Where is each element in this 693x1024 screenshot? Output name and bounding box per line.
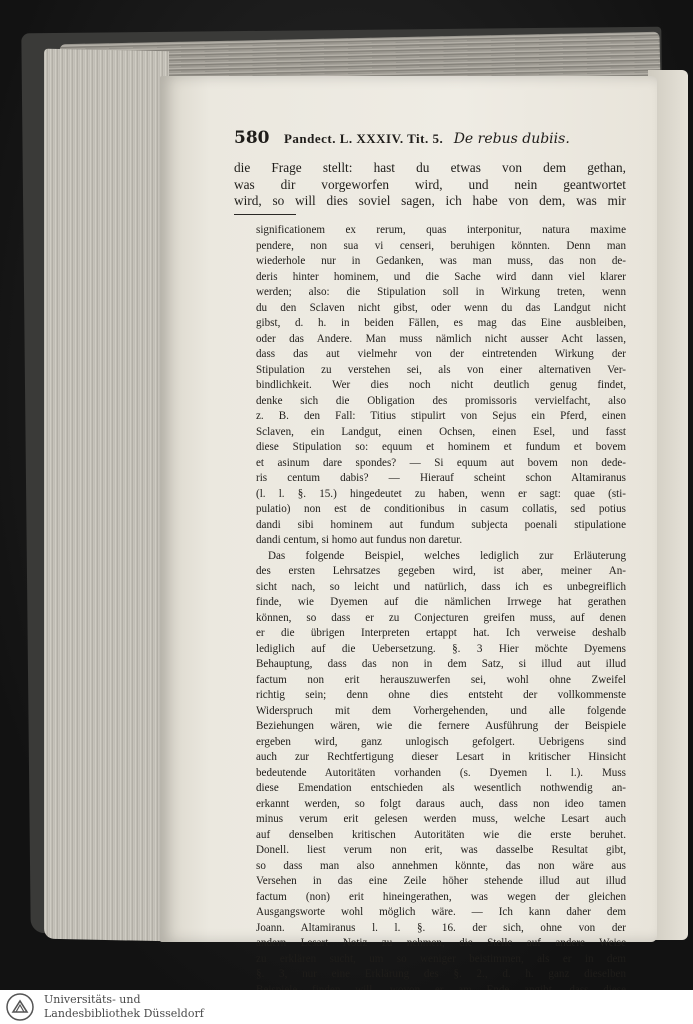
footnote-line: Sclaven, ein Landgut, einen Ochsen, einen Esel, und fasst — [256, 425, 626, 438]
footnote-line: pendere, non sua vi censeri, beruhigen könnten. Denn man — [256, 239, 626, 252]
footnote-line: er die übrigen Interpreten ertappt hat. Ich verweise deshalb — [256, 627, 626, 639]
footnote-line: Widerspruch mit dem Vorhergehenden, und alle folgende — [256, 704, 626, 717]
library-name-line2: Landesbibliothek Düsseldorf — [44, 1007, 204, 1020]
footnote-line: wiederhole nur in Gedanken, was man muss, das non de- — [256, 255, 626, 267]
footnote-line: denke sich die Obligation des promissoris vervielfacht, also — [256, 394, 626, 407]
library-name-line1: Universitäts- und — [44, 993, 141, 1006]
footnote-line: auf denselben kritischen Autoritäten wie die erste beruhet. — [256, 828, 626, 841]
footnote-line: §. 3, nur eine Erklärung des §. 2., d. h. ganz dieselben — [256, 968, 626, 980]
text-line: was dir vorgeworfen wird, und nein geantwortet — [234, 176, 626, 192]
library-footer — [0, 990, 693, 1024]
library-logo-icon — [6, 993, 34, 1021]
footnote-line: Behauptung, dass das non in dem Satz, si illud aut illud — [256, 658, 626, 670]
main-text — [234, 160, 626, 210]
footnote-line: dandi sibi hominem aut fundum subjecta poenali stipulatione — [256, 518, 626, 531]
footnote-line: Joann. Altamiranus l. l. §. 16. der sich, ohne von der — [256, 921, 626, 934]
text-line: wird, so will dies soviel sagen, ich habe von dem, was mir — [234, 193, 626, 208]
footnote-line: pulatio) non est de conditionibus in casum collatis, sed potius — [256, 503, 626, 515]
footnote-line: significationem ex rerum, quas interponitur, natura maxime — [256, 224, 626, 236]
footnote-rule — [234, 214, 296, 215]
footnote-line: bindlichkeit. Wer dies noch nicht deutlich genug findet, — [256, 379, 626, 391]
footnote-line: können, so dass er zu Conjecturen greifen muss, auf denen — [256, 611, 626, 624]
footnote-line: dass das aut vielmehr von der eintretenden Wirkung der — [256, 348, 626, 360]
footnote-line: andern Lesart Notiz zu nehmen, die Stelle auf andere Weise — [256, 937, 626, 949]
text-line: die Frage stellt: hast du etwas von dem gethan, — [234, 160, 626, 175]
footnote-line: Stipulation zu verstehen sei, als von einer alternativen Ver- — [256, 363, 626, 376]
footnote-line: Donell. liest verum non erit, was dasselbe Resultat gibt, — [256, 844, 626, 856]
footnote-line: auch zur Rechtfertigung dieser Lesart in kritischer Hinsicht — [256, 751, 626, 763]
footnote-line: ergeben wird, ganz unlogisch gefolgert. Uebrigens sind — [256, 735, 626, 748]
library-name — [44, 993, 204, 1021]
footnote-line: factum non erit herauszuwerfen sei, wohl ohne Zweifel — [256, 673, 626, 686]
book-page — [160, 76, 657, 980]
footnote-line: Beziehungen wären, wie die fernere Ausführung der Beispiele — [256, 720, 626, 732]
footnote-line: gibst, d. h. in beiden Fällen, es mag das Eine ausbleiben, — [256, 317, 626, 329]
footnote-line: ris centum dabis? — Hierauf scheint schon Altamiranus — [256, 472, 626, 484]
footnote-line: diese Emendation entschieden als wesentlich nothwendig an- — [256, 782, 626, 794]
footnote-line: des ersten Lehrsatzes gegeben wird, ist aber, meiner An- — [256, 565, 626, 577]
footnote-line: so dass man also annehmen könnte, das non wäre aus — [256, 859, 626, 872]
footnote-line: sicht nach, so leicht und natürlich, dass ich es unbegreiflich — [256, 580, 626, 593]
page-number: 580 — [234, 128, 270, 148]
footnote-line: werden; also: die Stipulation soll in Wirkung treten, wenn — [256, 286, 626, 298]
footnote-line: et asinum dare spondes? — Si equum aut bovem non dede- — [256, 456, 626, 469]
page-edges — [44, 49, 169, 942]
footnote-line: z. B. den Fall: Titius stipulirt von Sejus ein Pferd, einen — [256, 410, 626, 422]
footnote-line: erkannt werden, so folgt daraus auch, dass non ideo tamen — [256, 797, 626, 810]
footnote-line: Versehen in das eine Zeile höher stehende illud aut illud — [256, 875, 626, 887]
page-header — [234, 128, 654, 148]
footnote-line: oder das Andere. Man muss nämlich nicht ausser Acht lassen, — [256, 332, 626, 345]
footnote-line: dandi centum, si homo aut fundus non daretur. — [256, 534, 463, 546]
footnote-line: bedeutende Autoritäten vorhanden (s. Dyemen l. l.). Muss — [256, 766, 626, 779]
footnote-line: diese Stipulation so: equum et hominem et fundum et bovem — [256, 441, 626, 453]
footnote-line: zu erklären sucht, um so weniger beistimmen, als er in dem — [256, 952, 626, 965]
running-head: Pandect. L. XXXIV. Tit. 5. — [283, 131, 444, 146]
running-title: De rebus dubiis. — [453, 131, 570, 147]
footnote-line: factum (non) erit hineingerathen, was wegen der gleichen — [256, 890, 626, 903]
footnote-line: finde, wie Dyemen auf die nämlichen Irrwege hat gerathen — [256, 596, 626, 608]
footnote-line: Das folgende Beispiel, welches lediglich zur Erläuterung — [268, 549, 626, 562]
footnote-line: deris hinter hominem, und die Sache wird dann viel klarer — [256, 270, 626, 283]
footnote-line: Ausgangsworte wohl möglich wäre. — Ich kann daher dem — [256, 906, 626, 918]
footnote-line: minus verum erit gelesen werden muss, welche Lesart auch — [256, 813, 626, 825]
footnote-line: du den Sclaven nicht gibst, oder wenn du das Landgut nicht — [256, 301, 626, 314]
footnote-line: (l. l. §. 15.) hingedeutet zu haben, wenn er sagt: quae (sti- — [256, 487, 626, 500]
footnote-text — [256, 223, 626, 1014]
footnote-line: lediglich auf die Uebersetzung. §. 3 Hier möchte Dyemens — [256, 642, 626, 655]
footnote-line: richtig sein; denn ohne dies entsteht der vollkommenste — [256, 689, 626, 701]
